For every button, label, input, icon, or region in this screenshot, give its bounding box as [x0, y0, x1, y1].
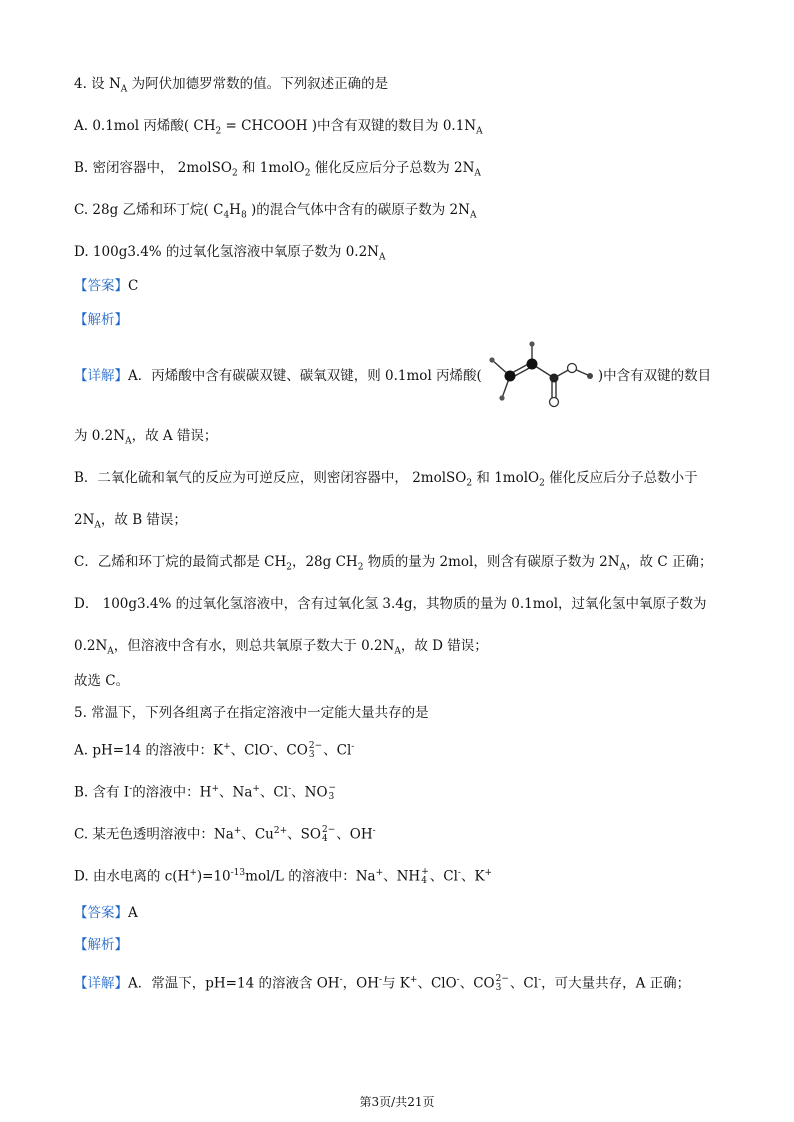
q5-detail-a: 【详解】A．常温下，pH=14 的溶液含 OH-，OH-与 K+、ClO-、CO 2− 3 、Cl-，可大量共存，A 正确； — [74, 974, 691, 993]
q4-answer: 【答案】C — [74, 278, 139, 294]
q5-a: A. pH=14 的溶液中：K+、ClO-、CO 2− 3 、Cl- — [74, 741, 355, 760]
molecule-hydrogen-atom — [529, 341, 534, 346]
molecule-hydrogen-atom — [499, 395, 504, 400]
q4-stem: 4. 设 $N_A$ 为阿伏加德罗常数的值。下列叙述正确的是 — [74, 76, 389, 95]
q4-conclusion: 故选 C。 — [74, 673, 130, 689]
q4-detail-a2: 为 $0.2N_A$，故 A 错误； — [74, 428, 218, 447]
page-footer: 第3页/共21页 — [359, 1095, 435, 1109]
q4-analysis: 【解析】 — [74, 312, 128, 328]
molecule-oxygen-atom — [550, 398, 559, 407]
q5-stem: 5. 常温下，下列各组离子在指定溶液中一定能大量共存的是 — [74, 705, 429, 721]
q4-c: C. 28g 乙烯和环丁烷( $C_4H_8$ )的混合气体中含有的碳原子数为 $2N_A$ — [74, 202, 477, 221]
q5-c: C. 某无色透明溶液中：Na+、$Cu^{2+}$、SO 2− 4 、OH- — [74, 825, 376, 844]
acrylic-acid-ball-stick-model — [478, 338, 598, 414]
molecule-hydrogen-atom — [489, 357, 494, 362]
q5-analysis: 【解析】 — [74, 937, 128, 953]
q4-d: D. 100g3.4% 的过氧化氢溶液中氧原子数为 $0.2N_A$ — [74, 244, 386, 263]
q4-detail-d2: $0.2N_A$，但溶液中含有水，则总共氧原子数大于 $0.2N_A$，故 D 错误； — [74, 638, 488, 657]
q5-b: B. 含有 I-的溶液中：H+、Na+、Cl-、NO − 3 — [74, 783, 337, 802]
q4-detail-d: D． 100g3.4% 的过氧化氢溶液中，含有过氧化氢 3.4g，其物质的量为 0.1mol，过氧化氢中氧原子数为 — [74, 596, 707, 612]
q4-detail-b2: $2N_A$，故 B 错误； — [74, 512, 187, 531]
molecule-carbon-atom — [550, 374, 559, 383]
molecule-hydrogen-atom — [587, 373, 593, 379]
q4-a: A. 0.1mol 丙烯酸( $CH_2$ = CHCOOH )中含有双键的数目为 $0.1N_A$ — [74, 118, 483, 137]
q5-d: D. 由水电离的 $c(H^+)=10^{-13}mol/L$ 的溶液中：Na+、NH + 4 、Cl-、K+ — [74, 867, 493, 886]
q4-detail-b: B．二氧化硫和氧气的反应为可逆反应，则密闭容器中， 2molSO$_2$ 和 1molO$_2$ 催化反应后分子总数小于 — [74, 470, 698, 489]
q4-detail-a: 【详解】A．丙烯酸中含有碳碳双键、碳氧双键，则 0.1mol 丙烯酸( )中含有双键的数目 — [74, 368, 712, 384]
molecule-oxygen-atom — [568, 364, 577, 373]
q5-answer: 【答案】A — [74, 905, 138, 921]
molecule-carbon-atom — [505, 371, 516, 382]
q4-b: B. 密闭容器中， 2molSO$_2$ 和 1molO$_2$ 催化反应后分子总数为 $2N_A$ — [74, 160, 481, 179]
q4-detail-c: C．乙烯和环丁烷的最简式都是 $CH_2$，28g $CH_2$ 物质的量为 2mol，则含有碳原子数为 $2N_A$，故 C 正确； — [74, 554, 713, 573]
molecule-carbon-atom — [527, 359, 538, 370]
